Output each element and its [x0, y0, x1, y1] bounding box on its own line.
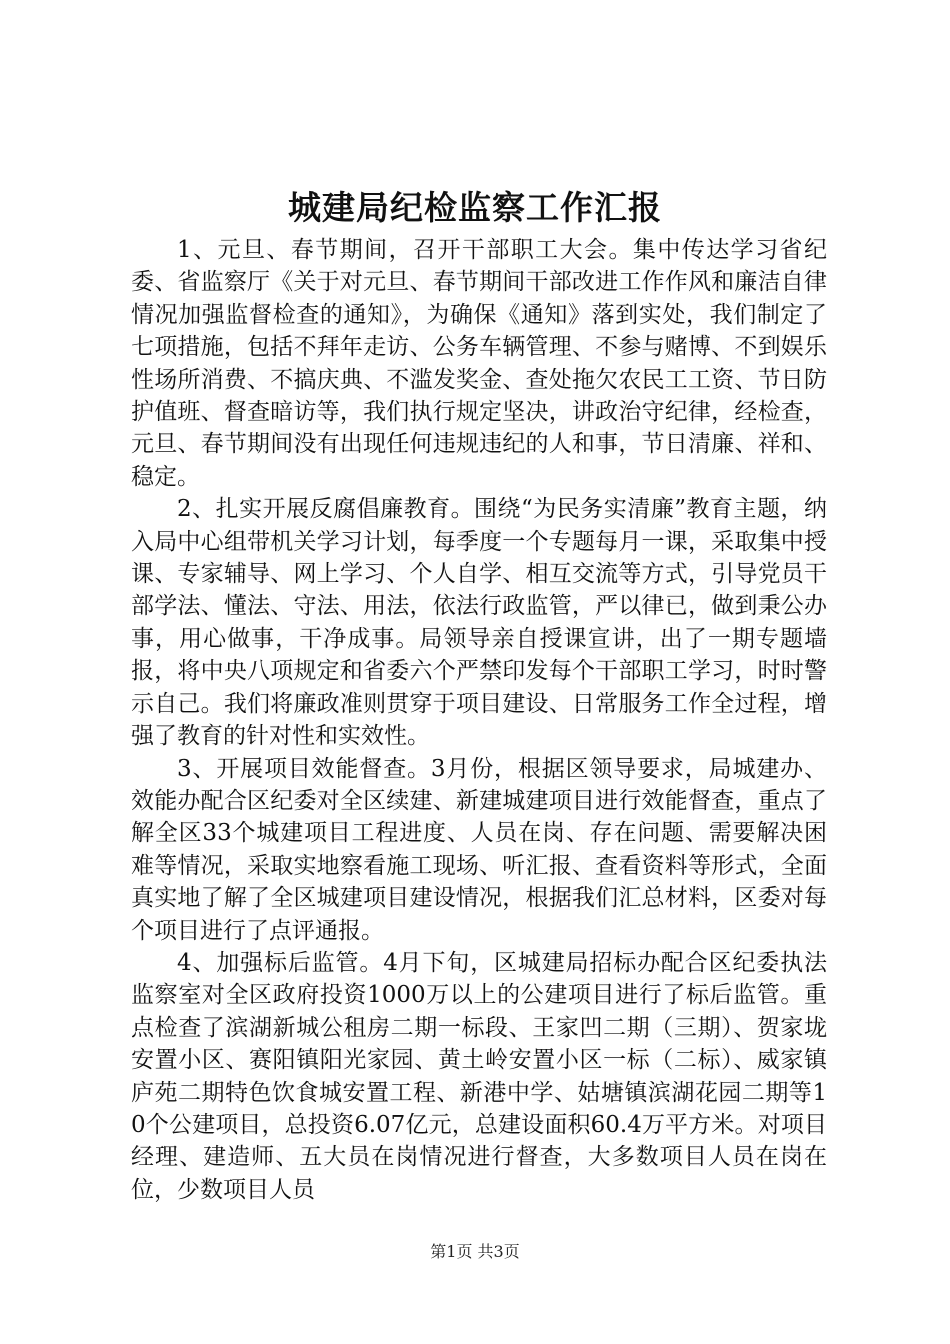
paragraph-3: 3、开展项目效能督查。3月份，根据区领导要求，局城建办、效能办配合区纪委对全区续建、新建城建项目进行效能督查，重点了解全区33个城建项目工程进度、人员在岗、存在问题、需要解决困难等情况，采取实地察看施工现场、听汇报、查看资料等形式，全面真实地了解了全区城建项目建设情况，根据我们汇总材料，区委对每个项目进行了点评通报。: [131, 755, 827, 944]
paragraph-4: 4、加强标后监管。4月下旬，区城建局招标办配合区纪委执法监察室对全区政府投资1000万以上的公建项目进行了标后监管。重点检查了滨湖新城公租房二期一标段、王家凹二期（三期）、贺家垅安置小区、赛阳镇阳光家园、黄土岭安置小区一标（二标）、威家镇庐苑二期特色饮食城安置工程、新港中学、姑塘镇滨湖花园二期等10个公建项目，总投资6.07亿元，总建设面积60.4万平方米。对项目经理、建造师、五大员在岗情况进行督查，大多数项目人员在岗在位，少数项目人员: [131, 949, 827, 1203]
document-body: [131, 234, 827, 1206]
page-number-indicator: 第1页 共3页: [430, 1242, 520, 1261]
paragraph-2: 2、扎实开展反腐倡廉教育。围绕“为民务实清廉”教育主题，纳入局中心组带机关学习计划，每季度一个专题每月一课，采取集中授课、专家辅导、网上学习、个人自学、相互交流等方式，引导党员干部学法、懂法、守法、用法，依法行政监管，严以律已，做到秉公办事，用心做事，干净成事。局领导亲自授课宣讲，出了一期专题墙报，将中央八项规定和省委六个严禁印发每个干部职工学习，时时警示自己。我们将廉政准则贯穿于项目建设、日常服务工作全过程，增强了教育的针对性和实效性。: [131, 496, 827, 750]
document-title: 城建局纪检监察工作汇报: [288, 188, 662, 227]
paragraph-1: 1、元旦、春节期间，召开干部职工大会。集中传达学习省纪委、省监察厅《关于对元旦、春节期间干部改进工作作风和廉洁自律情况加强监督检查的通知》，为确保《通知》落到实处，我们制定了七项措施，包括不拜年走访、公务车辆管理、不参与赌博、不到娱乐性场所消费、不搞庆典、不滥发奖金、查处拖欠农民工工资、节日防护值班、督查暗访等，我们执行规定坚决，讲政治守纪律，经检查，元旦、春节期间没有出现任何违规违纪的人和事，节日清廉、祥和、稳定。: [131, 237, 827, 490]
page-footer: [0, 1240, 950, 1264]
